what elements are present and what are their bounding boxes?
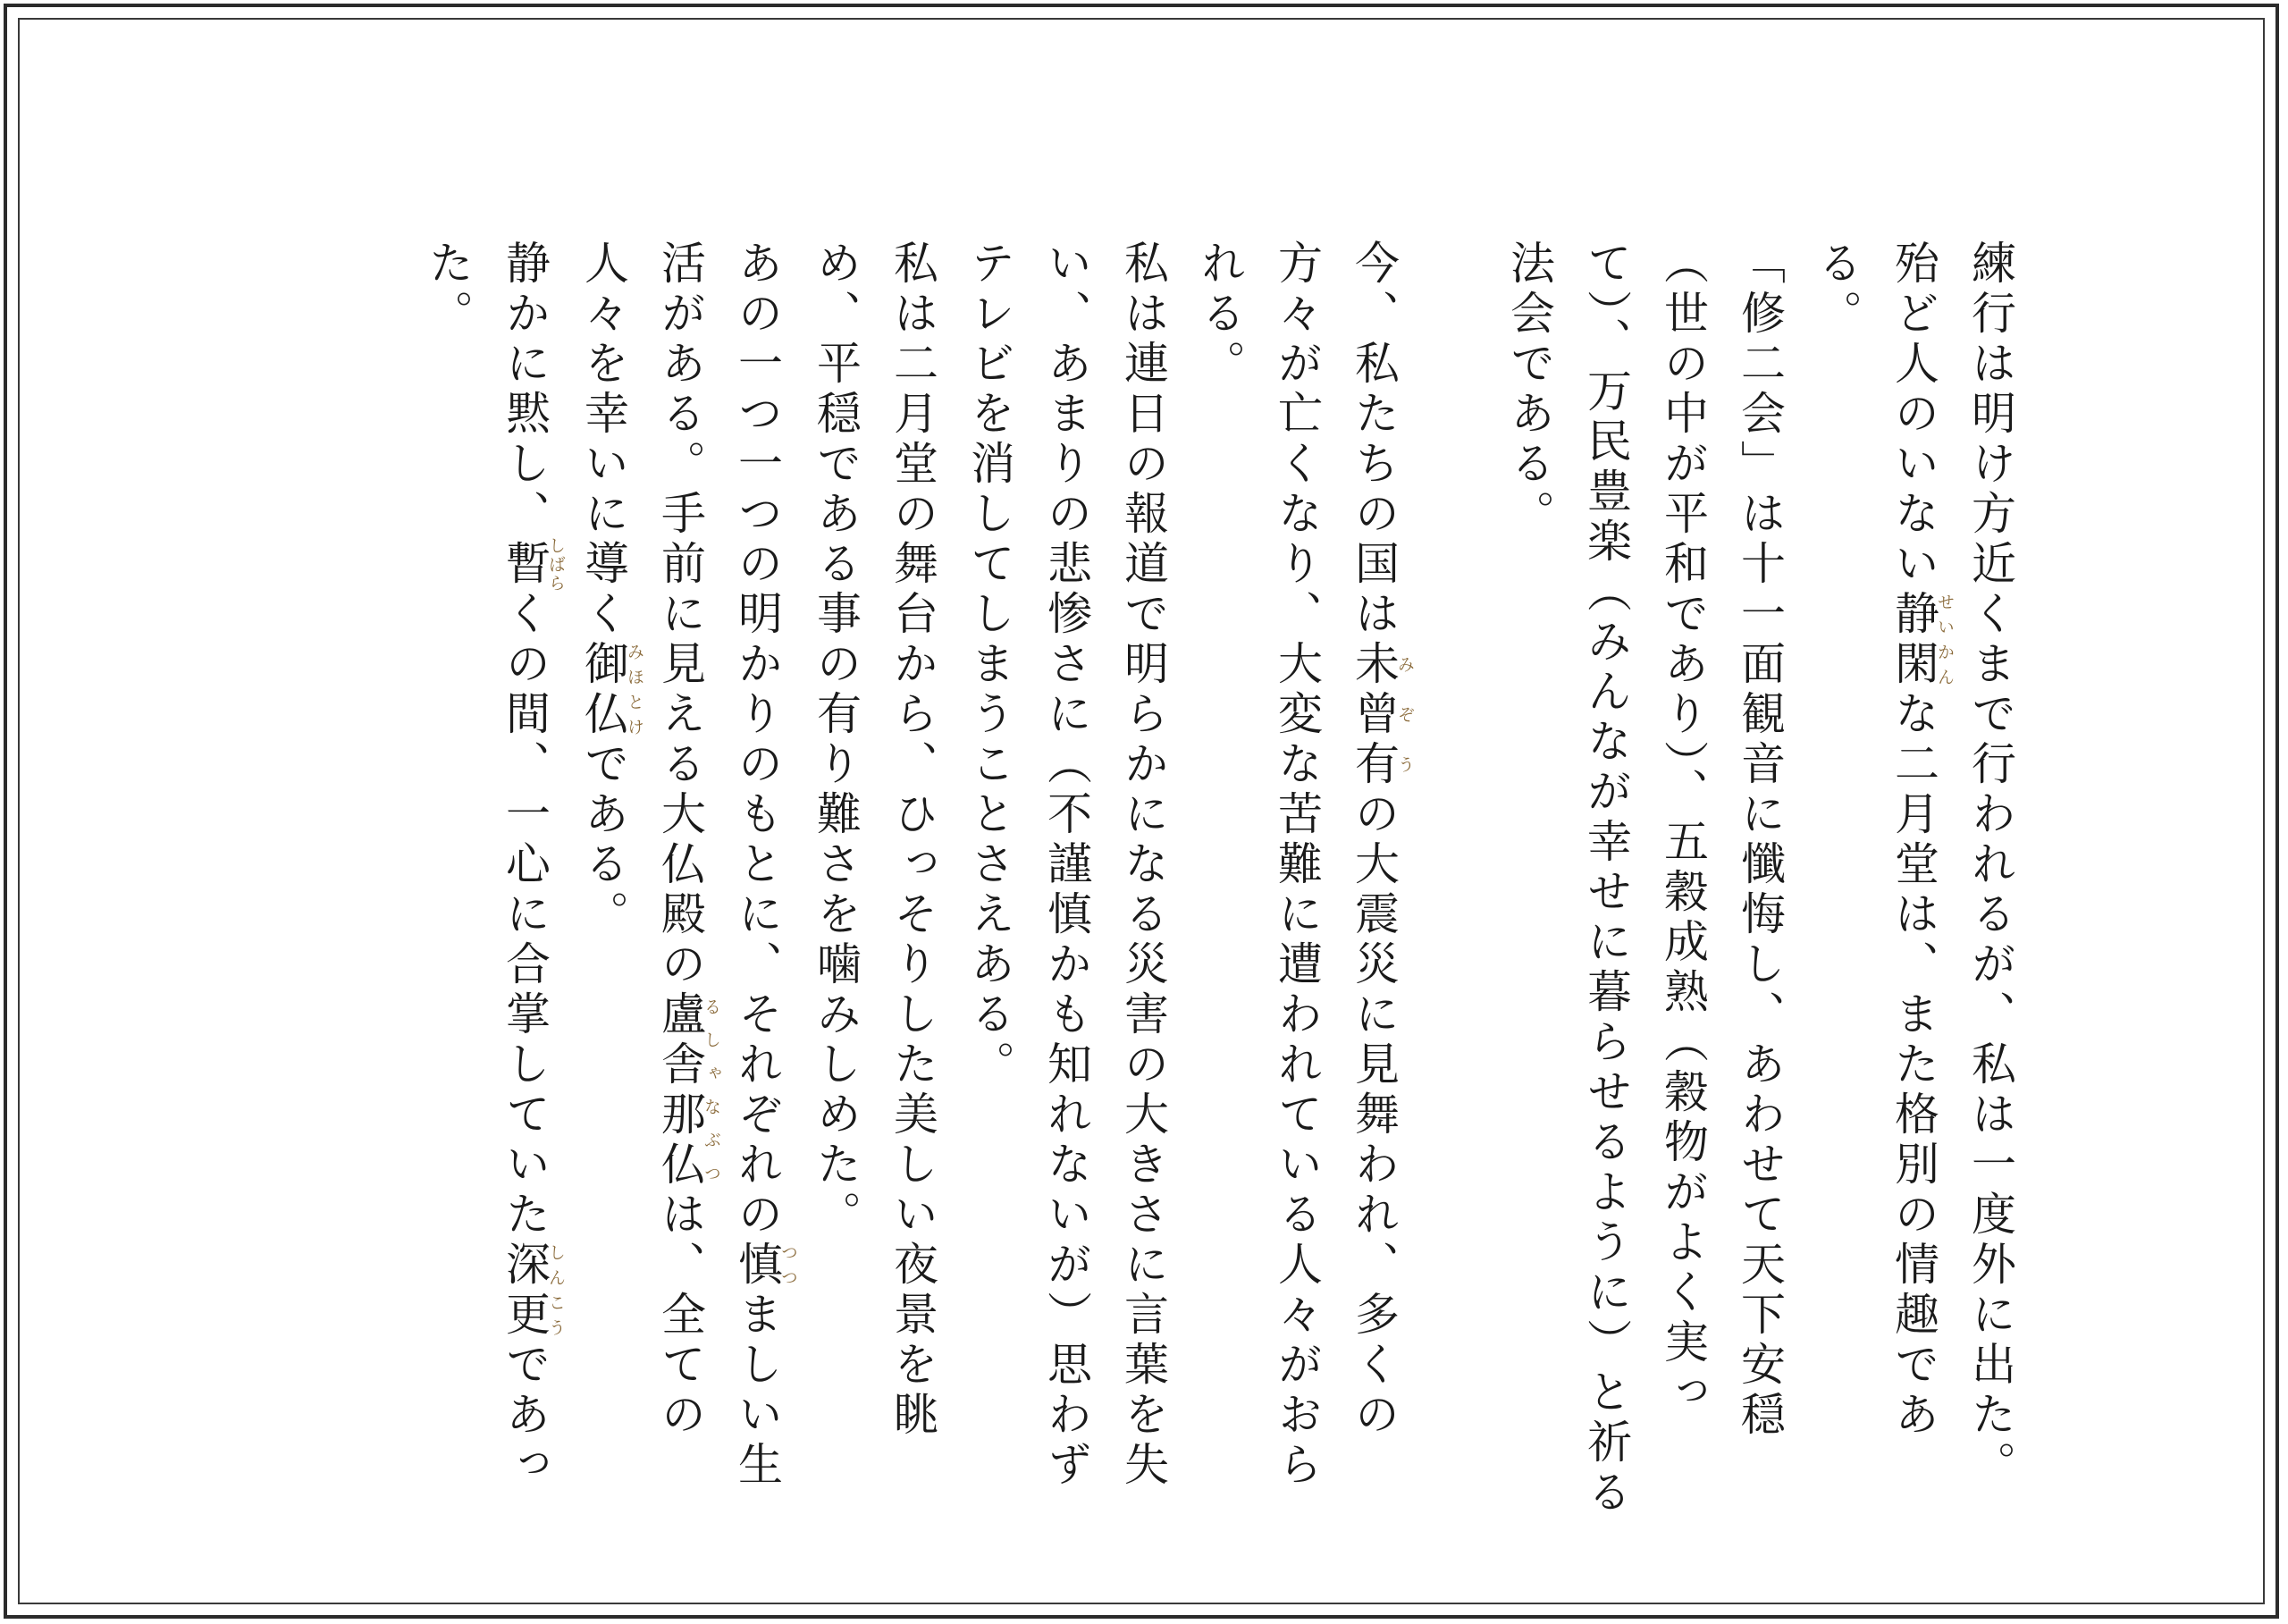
text-segment: 今、私たちの国は (1348, 240, 1400, 640)
text-segment: ましい生活がある。手前に見える大仏殿の (654, 240, 783, 1491)
text-segment: 練行は明け方近くまで行われるが、私は一度外に出た。殆ど人のいない (1888, 240, 2016, 1491)
ruby-word: 暫しばら (499, 536, 566, 593)
paragraph (797, 240, 951, 1536)
paragraph (565, 240, 797, 1536)
text-segment: くの間、一心に合掌していた (499, 590, 551, 1241)
text-segment: 私は連日の報道で明らかになる災害の大きさに言葉を失い、あまりの悲惨さに（不謹慎かも知れないが）思わずテレビを消してしまうことさえある。 (963, 240, 1169, 1491)
ruby-word: 慎つつ (731, 1241, 798, 1291)
text-segment: な二月堂は、また格別の情趣である。 (1811, 240, 1939, 1441)
ruby-reading: しんこう (546, 1241, 566, 1341)
ruby-word: 未曾有みぞう (1348, 640, 1415, 790)
text-segment: 「修二会」は十一面観音に懺悔し、あわせて天下安穏（世の中が平和であり）、五穀成熟（穀物がよく実って）、万民豊楽（みんなが幸せに暮らせるように）と祈る法会である。 (1503, 240, 1786, 1519)
paragraph (409, 240, 565, 1536)
ruby-reading: しばら (546, 536, 566, 593)
paragraph (1182, 240, 1414, 1536)
ruby-word: 静閑せいかん (1888, 590, 1955, 690)
ruby-reading: つつ (778, 1241, 798, 1291)
ruby-reading: みほとけ (625, 640, 644, 740)
paragraph (1798, 240, 2029, 1536)
paragraph (951, 240, 1182, 1536)
text-segment: は、全ての人々を幸いに導く (577, 240, 706, 1441)
ruby-word: 御仏みほとけ (577, 640, 644, 740)
text-segment: の大震災に見舞われ、多くの方々が亡くなり、大変な苦難に遭われている人々がおられる。 (1194, 240, 1400, 1491)
text-segment: 静かに黙し、 (499, 240, 551, 540)
ruby-word: 盧舎那仏るしゃなぶつ (654, 990, 721, 1191)
paragraph (1491, 240, 1798, 1536)
text-segment: あの一つ一つの明かりのもとに、それぞれの (731, 240, 783, 1241)
text-segment: である。 (577, 740, 629, 940)
ruby-reading: みぞう (1395, 640, 1415, 790)
ruby-word: 深更しんこう (499, 1241, 566, 1341)
ruby-reading: るしゃなぶつ (702, 990, 721, 1191)
text-segment: であった。 (422, 240, 551, 1491)
text-segment: 私は二月堂の舞台から、ひっそりした美しい夜景を眺め、平穏である事の有り難さを噛みしめた。 (810, 240, 938, 1441)
ruby-reading: せいかん (1935, 590, 1955, 690)
essay-text-block (409, 240, 2029, 1536)
